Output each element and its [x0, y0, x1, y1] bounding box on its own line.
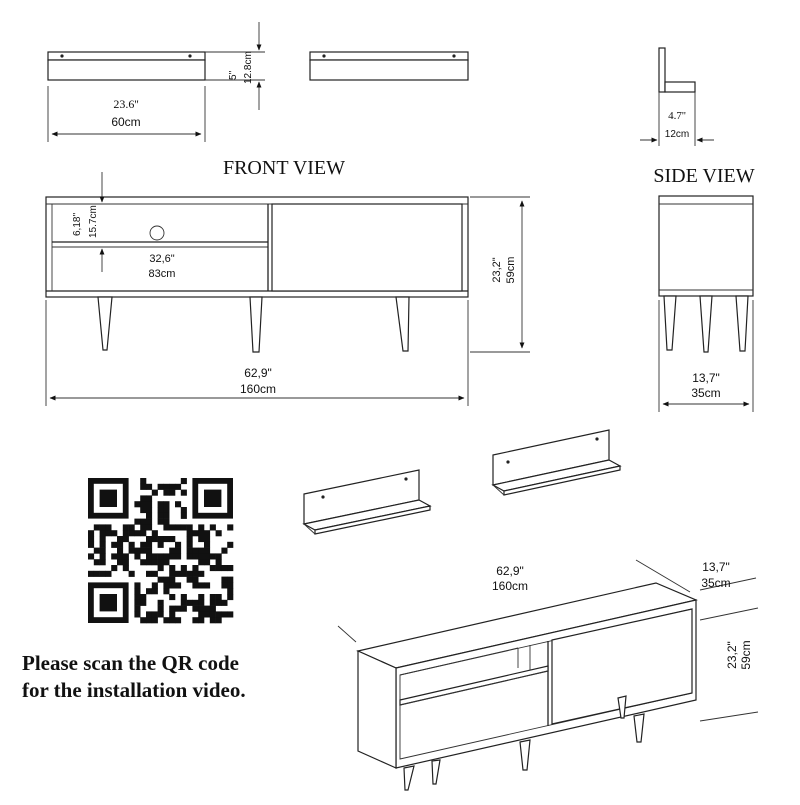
side-depth-cm: 35cm [691, 386, 721, 400]
persp-width-in: 62,9" [496, 564, 524, 578]
shelf-width-in: 23.6'' [113, 97, 139, 111]
total-height-cm: 59cm [505, 256, 517, 284]
side-view-title: SIDE VIEW [653, 165, 755, 187]
qr-instruction-line-2: for the installation video. [22, 678, 246, 702]
total-height-dimension [470, 197, 530, 352]
persp-height-in: 23,2" [725, 641, 739, 669]
total-height-in: 23,2" [491, 257, 503, 283]
compartment-width-in: 32,6" [149, 253, 175, 265]
shelf-height-dimension [205, 22, 265, 110]
wall-shelf-front-left [48, 52, 205, 80]
persp-depth-cm: 35cm [701, 576, 731, 590]
wall-shelf-perspective-left [304, 470, 430, 534]
tv-unit-front-view [46, 197, 468, 352]
shelf-depth-in: 4.7'' [668, 110, 686, 122]
side-depth-in: 13,7" [692, 371, 720, 385]
persp-depth-in: 13,7" [702, 560, 730, 574]
compartment-height-in: 6,18'' [72, 212, 83, 236]
total-width-cm: 160cm [239, 382, 277, 396]
wall-shelf-front-right [310, 52, 468, 80]
wall-shelf-side [640, 48, 714, 146]
wall-shelf-perspective-right [493, 430, 620, 495]
persp-height-cm: 59cm [739, 640, 753, 670]
shelf-height-cm: 12.8cm [243, 51, 254, 84]
shelf-height-in: 5'' [228, 70, 239, 80]
shelf-depth-cm: 12cm [664, 129, 690, 140]
tv-unit-side-view [659, 196, 753, 412]
tv-unit-perspective [358, 583, 696, 790]
persp-width-cm: 160cm [491, 579, 529, 593]
qr-instruction-line-1: Please scan the QR code [22, 651, 239, 675]
front-view-title: FRONT VIEW [222, 157, 346, 179]
shelf-width-dimension [48, 86, 205, 142]
total-width-in: 62,9" [244, 366, 272, 380]
qr-code[interactable] [88, 478, 233, 623]
compartment-height-cm: 15.7cm [88, 205, 99, 238]
qr-instructions [22, 650, 292, 704]
shelf-width-cm: 60cm [111, 115, 141, 129]
compartment-width-cm: 83cm [148, 268, 176, 280]
